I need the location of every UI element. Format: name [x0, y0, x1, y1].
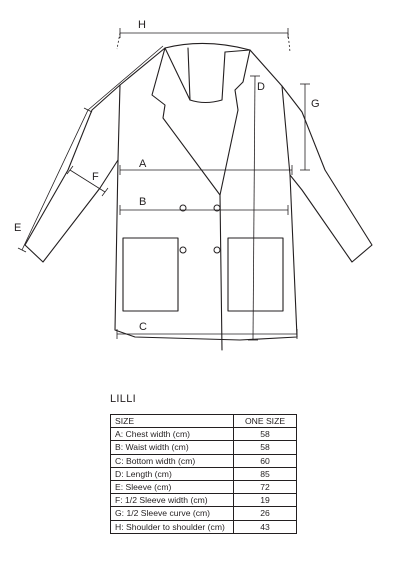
table-row	[111, 441, 297, 454]
left-sleeve-outline	[25, 85, 120, 262]
row-label: A: Chest width (cm)	[111, 428, 234, 441]
jacket-body-outline	[115, 48, 297, 340]
row-label: E: Sleeve (cm)	[111, 480, 234, 493]
row-value: 58	[234, 428, 297, 441]
dim-line-e	[22, 110, 88, 250]
row-label: F: 1/2 Sleeve width (cm)	[111, 494, 234, 507]
table-row	[111, 507, 297, 520]
header-size: SIZE	[111, 415, 234, 428]
left-pocket	[123, 238, 178, 311]
neckband	[188, 48, 225, 103]
model-name: LILLI	[110, 393, 136, 405]
button	[214, 247, 220, 253]
row-label: D: Length (cm)	[111, 467, 234, 480]
right-sleeve-outline	[282, 86, 372, 262]
row-label: H: Shoulder to shoulder (cm)	[111, 520, 234, 533]
left-collar-notch	[165, 48, 190, 100]
table-row	[111, 454, 297, 467]
row-label: B: Waist width (cm)	[111, 441, 234, 454]
label-g: G	[311, 98, 320, 110]
label-c: C	[139, 321, 147, 333]
right-pocket	[228, 238, 283, 311]
row-value: 58	[234, 441, 297, 454]
label-e: E	[14, 222, 22, 234]
label-b: B	[139, 196, 147, 208]
table-row	[111, 494, 297, 507]
row-value: 85	[234, 467, 297, 480]
row-value: 43	[234, 520, 297, 533]
right-lapel	[220, 50, 250, 195]
table-row	[111, 480, 297, 493]
button	[180, 247, 186, 253]
label-h: H	[138, 19, 146, 31]
dim-line-f	[70, 170, 105, 192]
row-value: 26	[234, 507, 297, 520]
row-value: 72	[234, 480, 297, 493]
size-chart-table	[110, 414, 297, 534]
row-value: 19	[234, 494, 297, 507]
label-a: A	[139, 158, 147, 170]
label-f: F	[92, 171, 99, 183]
header-one-size: ONE SIZE	[234, 415, 297, 428]
label-d: D	[257, 81, 265, 93]
table-header-row	[111, 415, 297, 428]
right-collar-notch	[225, 50, 250, 52]
collar-back	[165, 43, 250, 50]
table-row	[111, 428, 297, 441]
row-label: G: 1/2 Sleeve curve (cm)	[111, 507, 234, 520]
row-value: 60	[234, 454, 297, 467]
table-row	[111, 520, 297, 533]
table-row	[111, 467, 297, 480]
dim-line-d	[253, 76, 255, 340]
row-label: C: Bottom width (cm)	[111, 454, 234, 467]
dim-line-e-top	[88, 46, 163, 110]
